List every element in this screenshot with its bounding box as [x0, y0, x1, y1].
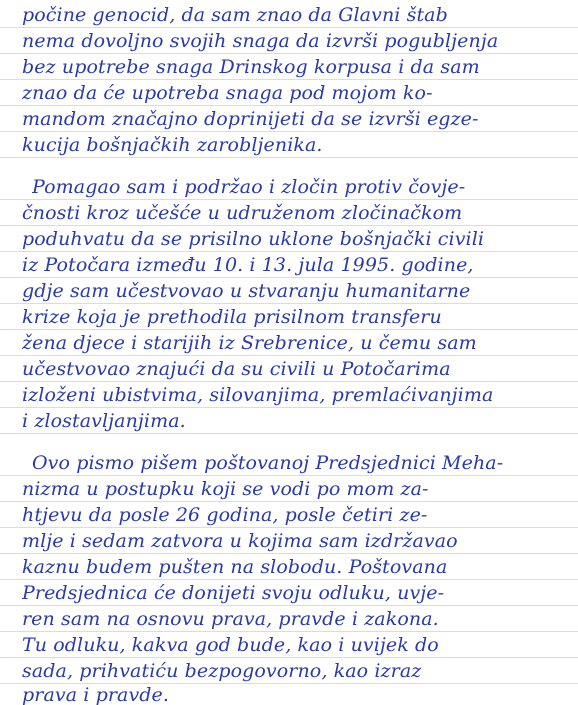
- text-line: Predsjednica će donijeti svoju odluku, uvje-: [22, 582, 445, 604]
- text-line: bez upotrebe snaga Drinskog korpusa i da sam: [22, 56, 480, 78]
- text-line: htjevu da posle 26 godina, posle četiri ze-: [22, 504, 428, 526]
- text-line: čnosti kroz učešće u udruženom zločinačkom: [22, 202, 463, 224]
- text-line: krize koja je prethodila prisilnom transferu: [22, 306, 442, 328]
- text-line: Pomagao sam i podržao i zločin protiv čovje-: [32, 176, 466, 198]
- text-line: nema dovoljno svojih snaga da izvrši pogubljenja: [22, 30, 499, 52]
- text-line: nizma u postupku koji se vodi po mom za-: [22, 478, 429, 500]
- text-line: mlje i sedam zatvora u kojima sam izdržavao: [22, 530, 458, 552]
- text-line: prava i pravde.: [22, 684, 170, 705]
- text-line: i zlostavljanjima.: [22, 410, 186, 432]
- text-line: počine genocid, da sam znao da Glavni štab: [22, 4, 448, 26]
- text-line: iz Potočara između 10. i 13. jula 1995. godine,: [22, 254, 474, 276]
- text-line: učestvovao znajući da su civili u Potočarima: [22, 358, 451, 380]
- text-line: gdje sam učestvovao u stvaranju humanitarne: [22, 280, 471, 302]
- text-line: sada, prihvatiću bezpogovorno, kao izraz: [22, 660, 422, 682]
- text-line: poduhvatu da se prisilno uklone bošnjački civili: [22, 228, 485, 250]
- text-line: Tu odluku, kakva god bude, kao i uvijek do: [22, 634, 439, 656]
- text-line: znao da će upotreba snaga pod mojom ko-: [22, 82, 433, 104]
- text-line: Ovo pismo pišem poštovanoj Predsjednici Meha-: [32, 452, 504, 474]
- text-line: izloženi ubistvima, silovanjima, premlaćivanjima: [22, 384, 494, 406]
- text-line: žena djece i starijih iz Srebrenice, u čemu sam: [22, 332, 477, 354]
- text-line: kucija bošnjačkih zarobljenika.: [22, 134, 323, 156]
- text-line: mandom značajno doprinijeti da se izvrši egze-: [22, 108, 479, 130]
- text-line: ren sam na osnovu prava, pravde i zakona.: [22, 608, 439, 630]
- text-line: kaznu budem pušten na slobodu. Poštovana: [22, 556, 448, 578]
